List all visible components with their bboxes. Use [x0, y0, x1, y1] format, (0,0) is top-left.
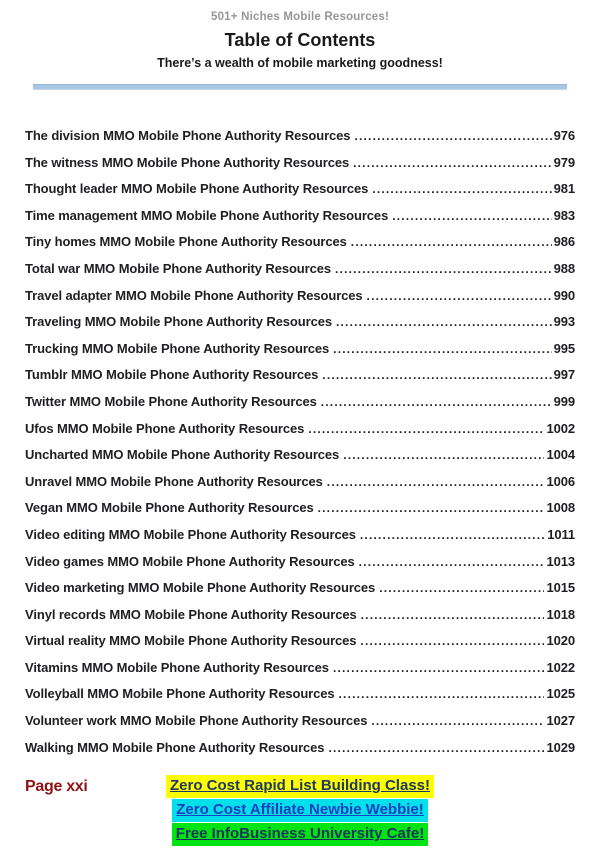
toc-row[interactable]	[25, 633, 575, 660]
dot-leader	[322, 367, 551, 382]
toc-row[interactable]	[25, 208, 575, 235]
toc-entry-title: Video marketing MMO Mobile Phone Authority Resources	[25, 580, 376, 596]
toc-entry-page: 993	[553, 314, 575, 330]
toc-row[interactable]	[25, 234, 575, 261]
toc-entry-title: Tiny homes MMO Mobile Phone Authority Resources	[25, 234, 347, 250]
dot-leader	[328, 740, 544, 755]
toc-entry-page: 1015	[546, 580, 575, 596]
toc-entry-title: Vitamins MMO Mobile Phone Authority Resources	[25, 659, 329, 675]
toc-row[interactable]	[25, 713, 575, 740]
toc-entry-page: 1025	[546, 686, 575, 702]
toc-entry-page: 997	[553, 367, 575, 383]
toc-entry-title: Traveling MMO Mobile Phone Authority Resources	[25, 314, 332, 330]
toc-entry-title: Travel adapter MMO Mobile Phone Authority Resources	[25, 287, 363, 303]
toc-entry-title: Twitter MMO Mobile Phone Authority Resources	[25, 393, 317, 409]
toc-entry-title: Walking MMO Mobile Phone Authority Resources	[25, 739, 325, 755]
dot-leader	[321, 394, 552, 409]
toc-row[interactable]	[25, 580, 575, 607]
toc-row[interactable]	[25, 314, 575, 341]
toc-entry-page: 1018	[546, 606, 575, 622]
toc-entry-title: Volunteer work MMO Mobile Phone Authority Resources	[25, 713, 368, 729]
toc-entry-page: 986	[553, 234, 575, 250]
dot-leader	[354, 128, 551, 143]
toc-entry-title: Vegan MMO Mobile Phone Authority Resources	[25, 500, 314, 516]
dot-leader	[353, 155, 552, 170]
toc-entry-title: The witness MMO Mobile Phone Authority Resources	[25, 154, 350, 170]
toc-entry-title: Thought leader MMO Mobile Phone Authority Resources	[25, 181, 369, 197]
toc-entry-page: 983	[553, 207, 575, 223]
toc-entry-title: Virtual reality MMO Mobile Phone Authority Resources	[25, 633, 357, 649]
toc-entry-title: Time management MMO Mobile Phone Authority Resources	[25, 207, 389, 223]
toc-entry-title: Ufos MMO Mobile Phone Authority Resources	[25, 420, 305, 436]
toc-entry-title: Video editing MMO Mobile Phone Authority Resources	[25, 526, 356, 542]
dot-leader	[318, 500, 545, 515]
toc-row[interactable]	[25, 421, 575, 448]
toc-row[interactable]	[25, 447, 575, 474]
dot-leader	[359, 554, 545, 569]
toc-entry-page: 976	[553, 128, 575, 143]
toc-entry-title: The division MMO Mobile Phone Authority Resources	[25, 128, 351, 143]
toc-entry-page: 1002	[546, 420, 575, 436]
toc-row[interactable]	[25, 527, 575, 554]
toc-row[interactable]	[25, 740, 575, 767]
dot-leader	[336, 314, 552, 329]
dot-leader	[392, 208, 551, 223]
toc-row[interactable]	[25, 288, 575, 315]
toc-entry-title: Volleyball MMO Mobile Phone Authority Resources	[25, 686, 335, 702]
toc-entry-page: 1027	[546, 713, 575, 729]
dot-leader	[351, 234, 552, 249]
toc-row[interactable]	[25, 394, 575, 421]
dot-leader	[360, 527, 545, 542]
toc-list	[0, 128, 600, 766]
page-footer	[0, 775, 600, 851]
toc-row[interactable]	[25, 341, 575, 368]
toc-entry-page: 1020	[546, 633, 575, 649]
toc-entry-page: 1022	[546, 659, 575, 675]
dot-leader	[371, 713, 544, 728]
header-divider	[33, 84, 567, 90]
toc-entry-page: 1029	[546, 739, 575, 755]
footer-link[interactable]: Zero Cost Rapid List Building Class!	[166, 775, 434, 798]
toc-entry-title: Tumblr MMO Mobile Phone Authority Resources	[25, 367, 319, 383]
toc-entry-page: 1013	[546, 553, 575, 569]
toc-entry-page: 999	[553, 393, 575, 409]
toc-row[interactable]	[25, 367, 575, 394]
toc-row[interactable]	[25, 607, 575, 634]
dot-leader	[372, 181, 551, 196]
toc-row[interactable]	[25, 500, 575, 527]
dot-leader	[339, 686, 545, 701]
toc-row[interactable]	[25, 128, 575, 155]
page-header	[0, 0, 600, 70]
toc-entry-page: 1004	[546, 447, 575, 463]
toc-row[interactable]	[25, 181, 575, 208]
dot-leader	[361, 607, 545, 622]
dot-leader	[308, 421, 544, 436]
toc-entry-title: Vinyl records MMO Mobile Phone Authority Resources	[25, 606, 357, 622]
toc-entry-page: 988	[553, 260, 575, 276]
footer-link[interactable]: Free InfoBusiness University Cafe!	[172, 823, 428, 846]
toc-row[interactable]	[25, 155, 575, 182]
toc-entry-title: Unravel MMO Mobile Phone Authority Resources	[25, 473, 323, 489]
toc-entry-page: 1006	[546, 473, 575, 489]
toc-row[interactable]	[25, 261, 575, 288]
toc-entry-page: 1008	[546, 500, 575, 516]
page-title: Table of Contents	[224, 30, 376, 50]
toc-row[interactable]	[25, 686, 575, 713]
document-eyebrow: 501+ Niches Mobile Resources!	[210, 11, 390, 23]
toc-entry-page: 981	[553, 181, 575, 197]
dot-leader	[327, 474, 545, 489]
toc-entry-page: 990	[553, 287, 575, 303]
toc-row[interactable]	[25, 474, 575, 501]
dot-leader	[343, 447, 544, 462]
toc-entry-page: 979	[553, 154, 575, 170]
toc-entry-page: 1011	[547, 526, 575, 542]
toc-entry-title: Trucking MMO Mobile Phone Authority Resources	[25, 340, 330, 356]
dot-leader	[335, 261, 552, 276]
page-number-label: Page xxi	[25, 778, 88, 796]
page-subtitle: There’s a wealth of mobile marketing goodness!	[157, 56, 443, 70]
toc-entry-page: 995	[553, 340, 575, 356]
footer-links	[0, 775, 600, 847]
footer-link[interactable]: Zero Cost Affiliate Newbie Webbie!	[172, 799, 428, 822]
dot-leader	[379, 580, 544, 595]
toc-row[interactable]	[25, 554, 575, 581]
toc-entry-title: Uncharted MMO Mobile Phone Authority Resources	[25, 447, 340, 463]
toc-entry-title: Video games MMO Mobile Phone Authority Resources	[25, 553, 355, 569]
toc-entry-title: Total war MMO Mobile Phone Authority Resources	[25, 260, 331, 276]
dot-leader	[333, 341, 551, 356]
dot-leader	[367, 288, 552, 303]
dot-leader	[360, 633, 544, 648]
toc-row[interactable]	[25, 660, 575, 687]
dot-leader	[333, 660, 545, 675]
